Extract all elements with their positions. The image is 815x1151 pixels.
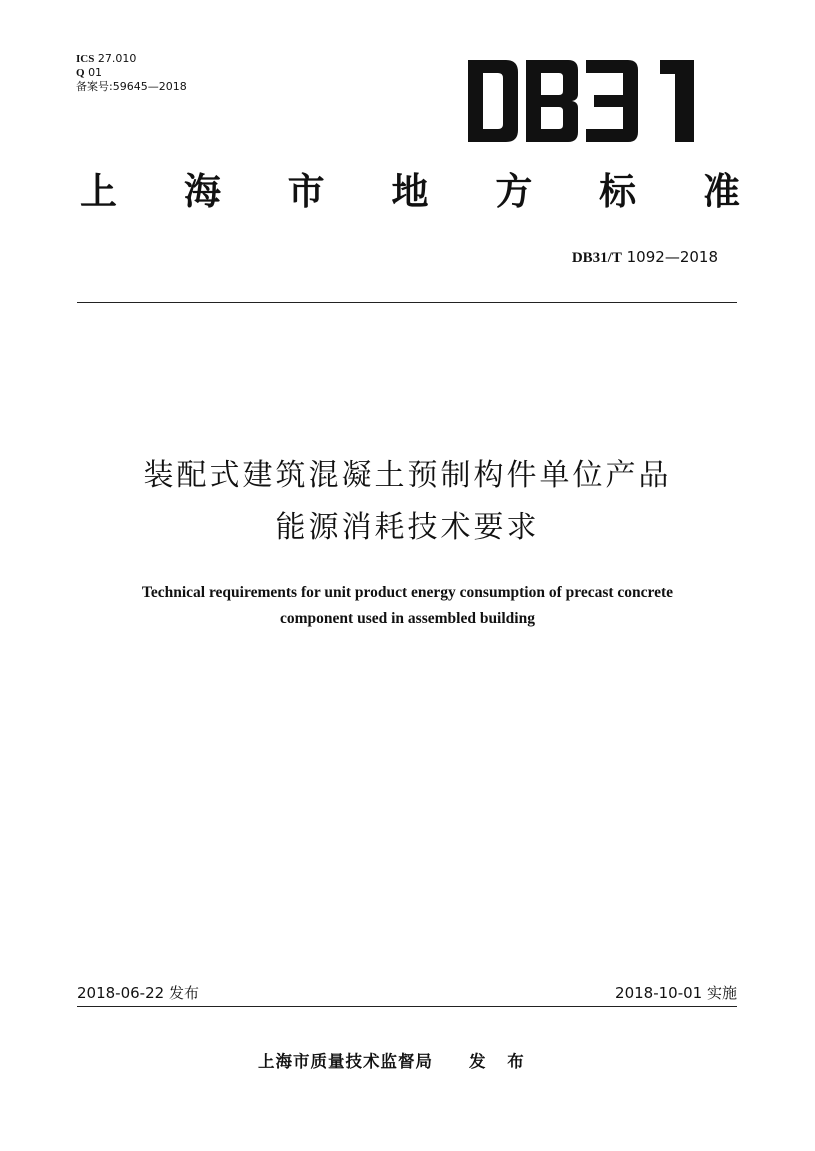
standard-number-prefix: DB31/T: [571, 250, 622, 266]
ics-label: ICS: [76, 53, 95, 65]
bottom-divider: [77, 1006, 737, 1007]
title-chinese-line1: 装配式建筑混凝土预制构件单位产品: [143, 458, 672, 493]
standard-type: [80, 170, 740, 214]
standard-type-char: 海: [183, 170, 221, 213]
ics-code: 27.010: [97, 52, 137, 65]
standard-type-char: 市: [287, 170, 325, 213]
standard-type-char: 地: [391, 170, 429, 213]
class-line: [76, 66, 187, 80]
record-number: 备案号:59645—2018: [76, 80, 187, 93]
title-english: [40, 580, 775, 632]
top-divider: [77, 302, 737, 303]
class-letter: Q: [76, 67, 85, 79]
publisher-suffix: 发 布: [469, 1052, 532, 1071]
db31-logo: [468, 60, 694, 142]
standard-type-char: 标: [599, 170, 637, 213]
class-code: 01: [88, 66, 103, 79]
classification-block: [76, 52, 187, 94]
standard-number: [572, 248, 718, 267]
standard-number-code: 1092—2018: [626, 248, 718, 266]
standard-type-char: 准: [702, 170, 740, 213]
standard-type-char: 上: [80, 170, 117, 213]
ics-line: [76, 52, 187, 66]
standard-type-char: 方: [495, 170, 533, 213]
title-chinese-line2: 能源消耗技术要求: [275, 510, 540, 545]
effective-date: 2018-10-01 实施: [615, 984, 737, 1002]
title-english-line1: Technical requirements for unit product energy consumption of precast concrete: [141, 584, 674, 601]
title-english-line2: component used in assembled building: [280, 610, 535, 627]
release-date: 2018-06-22 发布: [77, 984, 199, 1002]
publisher-name: 上海市质量技术监督局: [258, 1052, 433, 1071]
publisher: [258, 1048, 532, 1072]
